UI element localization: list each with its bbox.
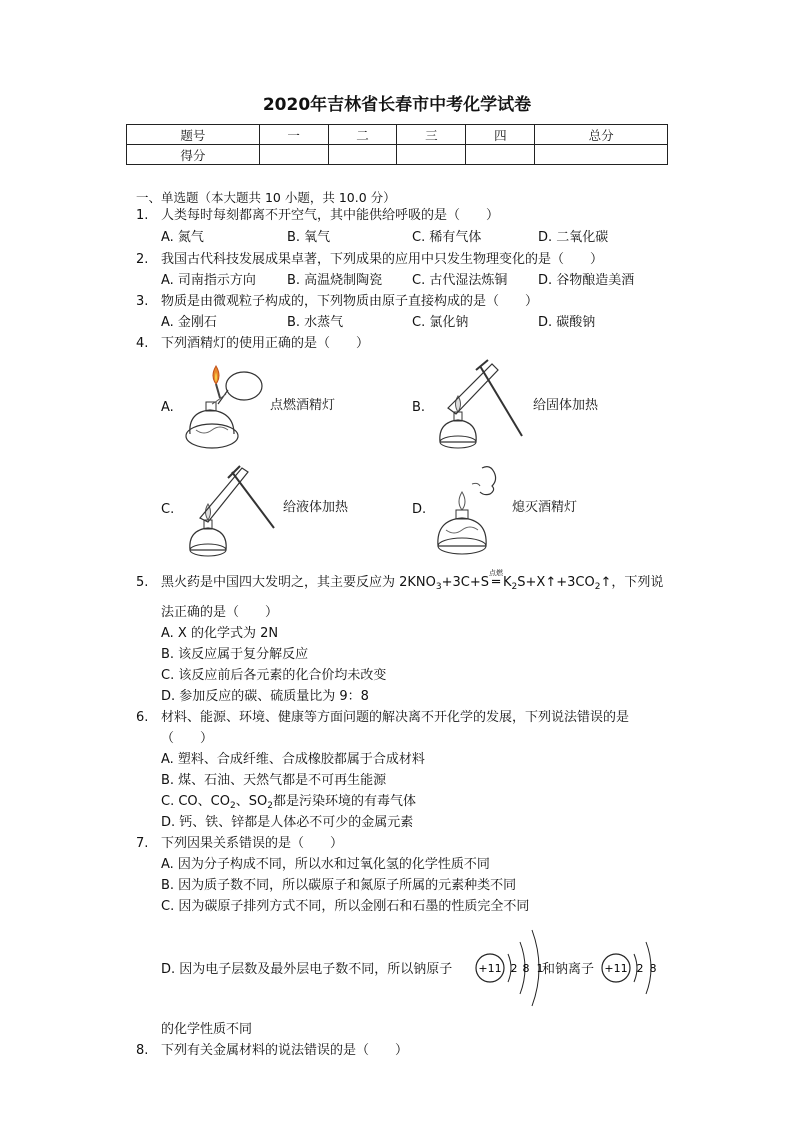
option-b: B. 水蒸气	[287, 315, 344, 330]
score-header-cell: 一	[259, 125, 328, 145]
option-c: C. 稀有气体	[412, 230, 482, 245]
question-stem: 下列有关金属材料的说法错误的是（ ）	[161, 1043, 409, 1058]
subscript: 2	[267, 801, 273, 811]
option-a: A.	[161, 400, 174, 415]
shell-electron-count: 8	[649, 962, 657, 975]
option-c: C. 古代湿法炼铜	[412, 273, 508, 288]
stem-text: S+X↑+3CO	[517, 575, 595, 590]
score-header-cell: 二	[328, 125, 397, 145]
figure-caption: 熄灭酒精灯	[512, 500, 578, 515]
stem-text: K	[503, 575, 512, 590]
option-d: D. 钙、铁、锌都是人体必不可少的金属元素	[161, 815, 414, 830]
shell-electron-count: 1	[536, 962, 544, 975]
option-c: C. 该反应前后各元素的化合价均未改变	[161, 668, 387, 683]
score-header-cell: 四	[466, 125, 535, 145]
score-row-label: 得分	[127, 145, 260, 165]
question-stem: 物质是由微观粒子构成的，下列物质由原子直接构成的是（ ）	[161, 294, 539, 309]
score-table	[126, 124, 668, 165]
option-d: D. 谷物酿造美酒	[538, 273, 635, 288]
shell-electron-count: 2	[636, 962, 644, 975]
option-b: B. 高温烧制陶瓷	[287, 273, 383, 288]
stem-text: +3C+S	[441, 575, 490, 590]
question-number: 6.	[136, 710, 149, 725]
question-stem: 下列因果关系错误的是（ ）	[161, 836, 344, 851]
option-a: A. 氮气	[161, 230, 204, 245]
option-c: C. 因为碳原子排列方式不同，所以金刚石和石墨的性质完全不同	[161, 899, 530, 914]
option-d: D.	[412, 502, 427, 517]
option-d: D. 碳酸钠	[538, 315, 596, 330]
heating-liquid-illustration	[182, 462, 282, 562]
score-cell	[535, 145, 668, 165]
option-a: A. X 的化学式为 2N	[161, 626, 279, 641]
question-number: 8.	[136, 1043, 149, 1058]
reaction-arrow: 点燃 ═	[489, 573, 503, 593]
question-number: 7.	[136, 836, 149, 851]
sodium-atom-structure-diagram	[474, 926, 544, 1010]
question-number: 5.	[136, 575, 149, 590]
option-d-continued: 的化学性质不同	[161, 1022, 253, 1037]
nucleus-charge: +11	[478, 962, 502, 975]
section-heading: 一、单选题（本大题共 10 小题，共 10.0 分）	[136, 190, 396, 205]
score-header-cell: 三	[397, 125, 466, 145]
shell-electron-count: 8	[522, 962, 530, 975]
score-cell	[466, 145, 535, 165]
option-a: A. 塑料、合成纤维、合成橡胶都属于合成材料	[161, 752, 425, 767]
alcohol-lamp-lighting-illustration	[182, 360, 272, 452]
sodium-ion-structure-diagram	[600, 926, 664, 1010]
question-number: 2.	[136, 252, 149, 267]
option-a: A. 因为分子构成不同，所以水和过氧化氢的化学性质不同	[161, 857, 490, 872]
score-header-cell: 总分	[535, 125, 668, 145]
figure-caption: 给液体加热	[283, 500, 349, 515]
question-number: 4.	[136, 336, 149, 351]
question-stem: 下列酒精灯的使用正确的是（ ）	[161, 336, 370, 351]
subscript: 2	[229, 801, 236, 811]
figure-caption: 点燃酒精灯	[270, 398, 336, 413]
score-header-cell: 题号	[127, 125, 260, 145]
nucleus-charge: +11	[604, 962, 628, 975]
option-text: 都是污染环境的有毒气体	[272, 794, 416, 809]
option-b: B. 氧气	[287, 230, 331, 245]
score-cell	[328, 145, 397, 165]
subscript: 2	[594, 582, 601, 592]
question-stem: 人类每时每刻都离不开空气，其中能供给呼吸的是（ ）	[161, 208, 500, 223]
score-cell	[259, 145, 328, 165]
option-b: B. 该反应属于复分解反应	[161, 647, 309, 662]
option-b: B. 因为质子数不同，所以碳原子和氮原子所属的元素种类不同	[161, 878, 517, 893]
question-number: 1.	[136, 208, 149, 223]
stem-text: 黑火药是中国四大发明之，其主要反应为 2KNO	[161, 575, 436, 590]
stem-text: ↑，下列说	[600, 575, 664, 590]
extinguish-lamp-illustration	[432, 462, 512, 558]
heating-solid-illustration	[432, 356, 532, 456]
question-number: 3.	[136, 294, 149, 309]
question-stem	[161, 569, 664, 597]
subscript: 2	[511, 582, 518, 592]
exam-title: 2020年吉林省长春市中考化学试卷	[262, 95, 532, 115]
option-text: 、SO	[235, 794, 268, 809]
option-text: C. CO、CO	[161, 794, 230, 809]
question-stem: 我国古代科技发展成果卓著，下列成果的应用中只发生物理变化的是（ ）	[161, 252, 604, 267]
option-d: D. 因为电子层数及最外层电子数不同，所以钠原子	[161, 962, 453, 977]
question-stem: 材料、能源、环境、健康等方面问题的解决离不开化学的发展，下列说法错误的是	[161, 710, 630, 725]
question-stem-continued: （ ）	[161, 731, 214, 746]
figure-caption: 给固体加热	[533, 398, 599, 413]
option-b: B. 煤、石油、天然气都是不可再生能源	[161, 773, 387, 788]
option-a: A. 金刚石	[161, 315, 217, 330]
option-d: D. 参加反应的碳、硫质量比为 9：8	[161, 689, 369, 704]
option-c: C.	[161, 502, 175, 517]
option-d: D. 二氧化碳	[538, 230, 609, 245]
shell-electron-count: 2	[510, 962, 518, 975]
option-d-text: 和钠离子	[542, 962, 595, 977]
subscript: 3	[435, 582, 442, 592]
option-b: B.	[412, 400, 426, 415]
option-a: A. 司南指示方向	[161, 273, 256, 288]
reaction-condition: 点燃	[489, 569, 504, 577]
score-cell	[397, 145, 466, 165]
question-stem-continued: 法正确的是（ ）	[161, 605, 279, 620]
option-c: C. 氯化钠	[412, 315, 469, 330]
